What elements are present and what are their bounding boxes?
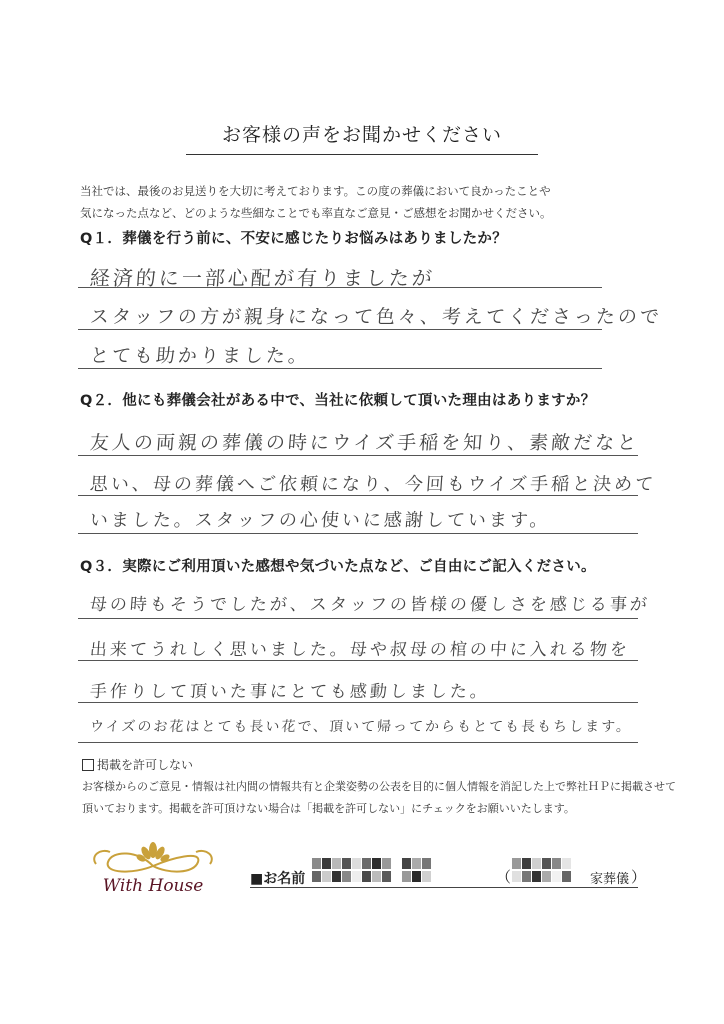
logo-text: With House (102, 876, 204, 896)
lotus-flower-infinity-icon (86, 838, 220, 878)
answer-rule (78, 287, 602, 288)
q3-answer-line-3: 手作りして頂いた事にとても感動しました。 (89, 682, 491, 702)
with-house-logo (86, 838, 220, 904)
answer-rule (78, 329, 602, 330)
intro-text (80, 180, 680, 224)
answer-rule (78, 660, 638, 661)
family-funeral-label: 家葬儀 (590, 872, 630, 887)
redacted-family-name-lower (512, 871, 571, 895)
name-label: ■お名前 (250, 871, 306, 887)
answer-rule (78, 455, 638, 456)
q2-question: Q２．他にも葬儀会社がある中で、当社に依頼して頂いた理由はありますか？ (80, 393, 596, 409)
q2-answer-line-1: 友人の両親の葬儀の時にウイズ手稲を知り、素敵だなと (89, 432, 640, 454)
consent-checkbox-row[interactable] (82, 756, 193, 773)
family-paren-open: （ (496, 868, 512, 886)
answer-rule (78, 368, 602, 369)
intro-line-1: 当社では、最後のお見送りを大切に考えております。この度の葬儀において良かったことや (80, 184, 551, 198)
answer-rule (78, 618, 638, 619)
answer-rule (78, 495, 638, 496)
family-paren-close: ） (631, 868, 647, 886)
name-underline (250, 887, 638, 888)
q2-answer-line-3: いました。スタッフの心使いに感謝しています。 (89, 510, 552, 531)
answer-rule (78, 702, 638, 703)
page-title: お客様の声をお聞かせください (186, 120, 538, 155)
answer-rule (78, 533, 638, 534)
answer-rule (78, 742, 638, 743)
q3-answer-line-1: 母の時もそうでしたが、スタッフの皆様の優しさを感じる事が (89, 595, 651, 615)
q1-question: Q１．葬儀を行う前に、不安に感じたりお悩みはありましたか？ (80, 231, 508, 247)
q3-question: Q３．実際にご利用頂いた感想や気づいた点など、ご自由にご記入ください。 (80, 559, 596, 575)
consent-notice-line-2: 頂いております。掲載を許可頂けない場合は「掲載を許可しない」にチェックをお願いいたします。 (82, 802, 575, 815)
consent-notice-line-1: お客様からのご意見・情報は社内間の情報共有と企業姿勢の公表を目的に個人情報を消記した上で弊社ＨＰに掲載させて (82, 780, 676, 793)
intro-line-2: 気になった点など、どのような些細なことでも率直なご意見・ご感想をお聞かせください。 (80, 206, 552, 220)
consent-checkbox-label: 掲載を許可しない (97, 758, 194, 772)
q1-answer-line-1: 経済的に一部心配が有りましたが (89, 266, 436, 290)
redacted-name-lower (312, 871, 431, 895)
q1-answer-line-3: とても助かりました。 (89, 345, 311, 367)
q3-answer-line-2: 出来てうれしく思いました。母や叔母の棺の中に入れる物を (89, 640, 631, 660)
q3-answer-line-4: ウイズのお花はとても長い花で、頂いて帰ってからもとても長もちします。 (89, 719, 633, 735)
q2-answer-line-2: 思い、母の葬儀へご依頼になり、今回もウイズ手稲と決めて (89, 474, 657, 495)
q1-answer-line-2: スタッフの方が親身になって色々、考えてくださったので (89, 306, 663, 328)
checkbox-empty-icon[interactable] (82, 759, 94, 771)
consent-notice (82, 776, 682, 820)
